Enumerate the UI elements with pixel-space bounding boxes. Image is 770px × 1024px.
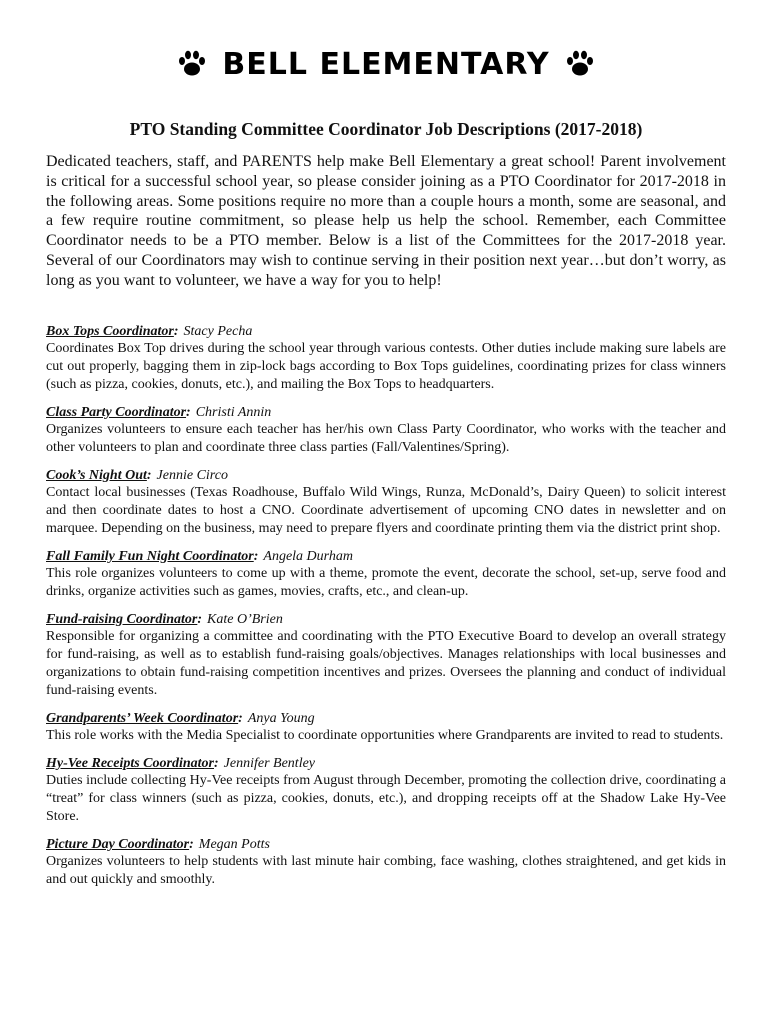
intro-paragraph: Dedicated teachers, staff, and PARENTS help make Bell Elementary a great school! Parent involvement is critical for a successful school year, so please consider joining as a PTO Coordinator for 2017-2018 in the following areas. Some positions require no more than a couple hours a month, some are seasonal, and a few require routine commitment, so please help us help the school. Remember, each Committee Coordinator needs to be a PTO member. Below is a list of the Committees for the 2017-2018 year. Several of our Coordinators may wish to continue serving in their position next year…but don’t worry, as long as you want to volunteer, we have a way for you to help! bbox=[46, 153, 726, 289]
committee-heading: Hy-Vee Receipts Coordinator: Jennifer Bentley bbox=[46, 756, 316, 771]
committee-title: Fall Family Fun Night Coordinator bbox=[46, 549, 254, 564]
committee-section bbox=[46, 611, 726, 700]
school-name: BELL ELEMENTARY bbox=[222, 46, 550, 82]
coordinator-name: Stacy Pecha bbox=[183, 324, 253, 339]
committee-description: Organizes volunteers to help students with last minute hair combing, face washing, clothes straightened, and get kids in and out quickly and smoothly. bbox=[46, 854, 726, 887]
coordinator-name: Jennifer Bentley bbox=[223, 756, 316, 771]
document-title: PTO Standing Committee Coordinator Job Descriptions (2017-2018) bbox=[129, 119, 643, 139]
coordinator-name: Anya Young bbox=[247, 711, 315, 726]
committee-section bbox=[46, 323, 726, 394]
letterhead bbox=[46, 44, 726, 84]
committee-section bbox=[46, 710, 726, 745]
committee-title: Picture Day Coordinator bbox=[46, 837, 190, 852]
committee-title: Fund-raising Coordinator bbox=[46, 612, 198, 627]
committee-title: Cook’s Night Out bbox=[46, 468, 147, 483]
committee-title: Box Tops Coordinator bbox=[46, 324, 174, 339]
committee-heading: Fund-raising Coordinator: Kate O’Brien bbox=[46, 612, 283, 627]
committee-description: Coordinates Box Top drives during the school year through various contests. Other duties include making sure labels are cut out properly, bagging them in zip-lock bags according to Box Tops guidelines, coordinating prizes for class winners (such as pizza, cookies, donuts, etc.), and mailing the Box Tops to headquarters. bbox=[46, 341, 726, 392]
committee-heading: Picture Day Coordinator: Megan Potts bbox=[46, 837, 270, 852]
committee-description: Contact local businesses (Texas Roadhouse, Buffalo Wild Wings, Runza, McDonald’s, Dairy Queen) to solicit interest and then coordinate dates to host a CNO. Coordinate advertisement of upcoming CNO dates in newsletter and on marquee. Depending on the business, may need to prepare flyers and coordinate printing them via the district print shop. bbox=[46, 485, 726, 536]
committee-description: Organizes volunteers to ensure each teacher has her/his own Class Party Coordinator, who works with the teacher and other volunteers to plan and coordinate three class parties (Fall/Valentines/Spring). bbox=[46, 422, 726, 455]
committee-section bbox=[46, 467, 726, 538]
committee-section bbox=[46, 755, 726, 826]
committee-title: Grandparents’ Week Coordinator bbox=[46, 711, 239, 726]
committee-title: Hy-Vee Receipts Coordinator bbox=[46, 756, 214, 771]
coordinator-name: Jennie Circo bbox=[156, 468, 228, 483]
committee-description: Responsible for organizing a committee and coordinating with the PTO Executive Board to develop an overall strategy for fund-raising, as well as to establish fund-raising goals/objectives. Manages relationships with local businesses and organizations to obtain fund-raising competition incentives and prizes. Oversees the planning and conduct of individual fund-raising events. bbox=[46, 629, 726, 698]
committee-list bbox=[46, 323, 726, 899]
coordinator-name: Megan Potts bbox=[198, 837, 270, 852]
committee-description: This role organizes volunteers to come up with a theme, promote the event, decorate the school, set-up, serve food and drinks, organize activities such as games, movies, crafts, etc., and clean-up. bbox=[46, 566, 726, 599]
committee-description: This role works with the Media Specialist to coordinate opportunities where Grandparents are invited to read to students. bbox=[46, 728, 724, 743]
committee-section bbox=[46, 548, 726, 601]
committee-heading: Grandparents’ Week Coordinator: Anya Young bbox=[46, 711, 315, 726]
committee-section bbox=[46, 836, 726, 889]
paw-print-icon bbox=[178, 49, 206, 79]
coordinator-name: Kate O’Brien bbox=[207, 612, 283, 627]
paw-print-icon bbox=[566, 49, 594, 79]
committee-heading: Cook’s Night Out: Jennie Circo bbox=[46, 468, 228, 483]
coordinator-name: Christi Annin bbox=[195, 405, 272, 420]
committee-title: Class Party Coordinator bbox=[46, 405, 187, 420]
committee-description: Duties include collecting Hy-Vee receipts from August through December, promoting the collection drive, coordinating a “treat” for class winners (such as pizza, cookies, donuts, etc.), and dropping receipts off at the Shadow Lake Hy-Vee Store. bbox=[46, 773, 726, 824]
committee-heading: Class Party Coordinator: Christi Annin bbox=[46, 405, 272, 420]
committee-heading: Fall Family Fun Night Coordinator: Angela Durham bbox=[46, 549, 353, 564]
coordinator-name: Angela Durham bbox=[263, 549, 353, 564]
committee-section bbox=[46, 404, 726, 457]
committee-heading: Box Tops Coordinator: Stacy Pecha bbox=[46, 324, 253, 339]
